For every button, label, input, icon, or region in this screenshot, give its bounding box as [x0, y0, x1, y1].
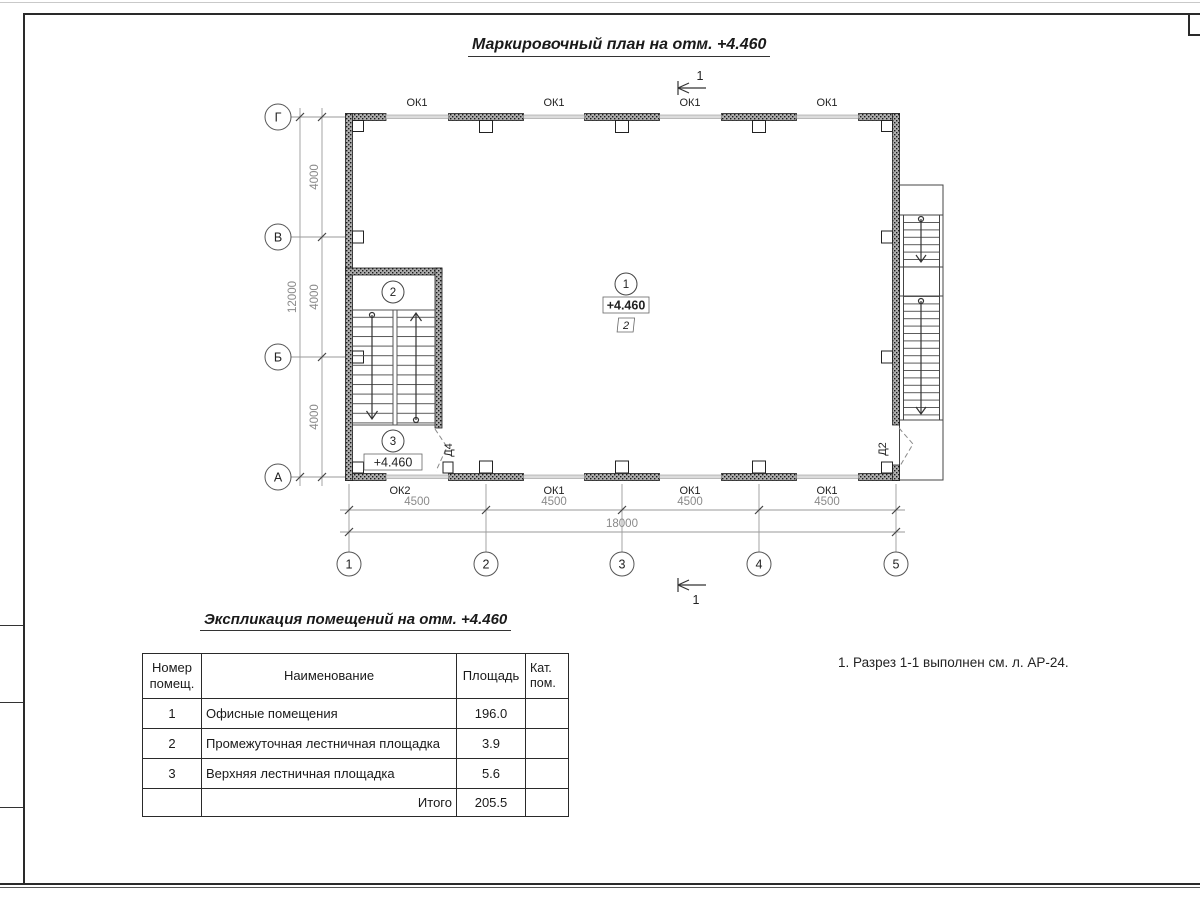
dim-4500-2: 4500 [541, 496, 567, 508]
window-top-1: ОК1 [406, 97, 428, 109]
schedule-row-1 [143, 699, 569, 729]
schedule-col-name: Наименование [202, 654, 457, 699]
axis-row-b: Б [273, 350, 283, 365]
room-name-cell: Офисные помещения [202, 699, 457, 729]
col-number-line1: Номер [151, 660, 192, 676]
axis-row-g: Г [274, 110, 282, 125]
axis-col-3: 3 [618, 557, 626, 572]
total-label-cell: Итого [202, 789, 457, 817]
dim-4500-3: 4500 [677, 496, 703, 508]
schedule-row-3 [143, 759, 569, 789]
room3-elevation: +4.460 [373, 455, 413, 470]
schedule-total-row [143, 789, 569, 817]
room-cat-cell [526, 699, 569, 729]
stairwell-stairs [353, 310, 436, 425]
section-mark-top: 1 [696, 69, 704, 83]
window-bottom-4: ОК1 [816, 485, 838, 497]
col-cat-line1: Кат. [530, 661, 552, 675]
room-number-cell: 3 [143, 759, 202, 789]
axis-row-v: В [273, 230, 283, 245]
room-area-cell: 5.6 [457, 759, 526, 789]
schedule-col-number [143, 654, 202, 699]
dim-4500-1: 4500 [404, 496, 430, 508]
col-cat-line2: пом. [530, 676, 556, 690]
dim-18000: 18000 [606, 518, 638, 530]
room-area-cell: 3.9 [457, 729, 526, 759]
dim-4000-3: 4000 [309, 404, 321, 430]
dim-4500-4: 4500 [814, 496, 840, 508]
schedule-header-row [143, 654, 569, 699]
axis-row-a: А [273, 470, 283, 485]
room-cat-cell [526, 729, 569, 759]
doors [435, 428, 913, 471]
window-top-3: ОК1 [679, 97, 701, 109]
total-value-cell: 205.5 [457, 789, 526, 817]
room1-number: 1 [622, 279, 630, 291]
axis-col-1: 1 [345, 557, 353, 572]
window-bottom-1: ОК2 [389, 485, 411, 497]
axis-col-4: 4 [755, 557, 763, 572]
col-number-line2: помещ. [149, 676, 195, 691]
room1-elevation: +4.460 [606, 298, 646, 313]
room-area-cell: 196.0 [457, 699, 526, 729]
section-mark-labels [693, 69, 704, 607]
schedule-col-cat [526, 654, 569, 699]
door-d4-label: Д4 [443, 443, 455, 457]
room2-number: 2 [389, 287, 397, 299]
door-d2-label: Д2 [877, 442, 889, 456]
schedule-row-2 [143, 729, 569, 759]
room-cat-cell [526, 759, 569, 789]
room-name-cell: Промежуточная лестничная площадка [202, 729, 457, 759]
room1-finish-type: 2 [622, 320, 630, 332]
plan-title: Маркировочный план на отм. +4.460 [468, 36, 770, 57]
window-top-2: ОК1 [543, 97, 565, 109]
dim-4000-2: 4000 [309, 284, 321, 310]
window-bottom-2: ОК1 [543, 485, 565, 497]
room-number-cell: 2 [143, 729, 202, 759]
axis-col-5: 5 [892, 557, 900, 572]
schedule-title: Экспликация помещений на отм. +4.460 [200, 611, 511, 631]
room-schedule-table [142, 653, 569, 817]
room3-number: 3 [389, 436, 397, 448]
room-number-cell: 1 [143, 699, 202, 729]
section-note: 1. Разрез 1-1 выполнен см. л. АР-24. [838, 655, 1069, 670]
window-top-4: ОК1 [816, 97, 838, 109]
section-marks [678, 81, 706, 592]
section-mark-bottom: 1 [692, 593, 700, 607]
axis-col-2: 2 [482, 557, 490, 572]
window-bottom-3: ОК1 [679, 485, 701, 497]
total-empty-cell [143, 789, 202, 817]
door-labels [443, 442, 889, 457]
dim-12000: 12000 [287, 281, 299, 313]
dim-4000-1: 4000 [309, 164, 321, 190]
room-name-cell: Верхняя лестничная площадка [202, 759, 457, 789]
schedule-col-area: Площадь [457, 654, 526, 699]
total-cat-cell [526, 789, 569, 817]
